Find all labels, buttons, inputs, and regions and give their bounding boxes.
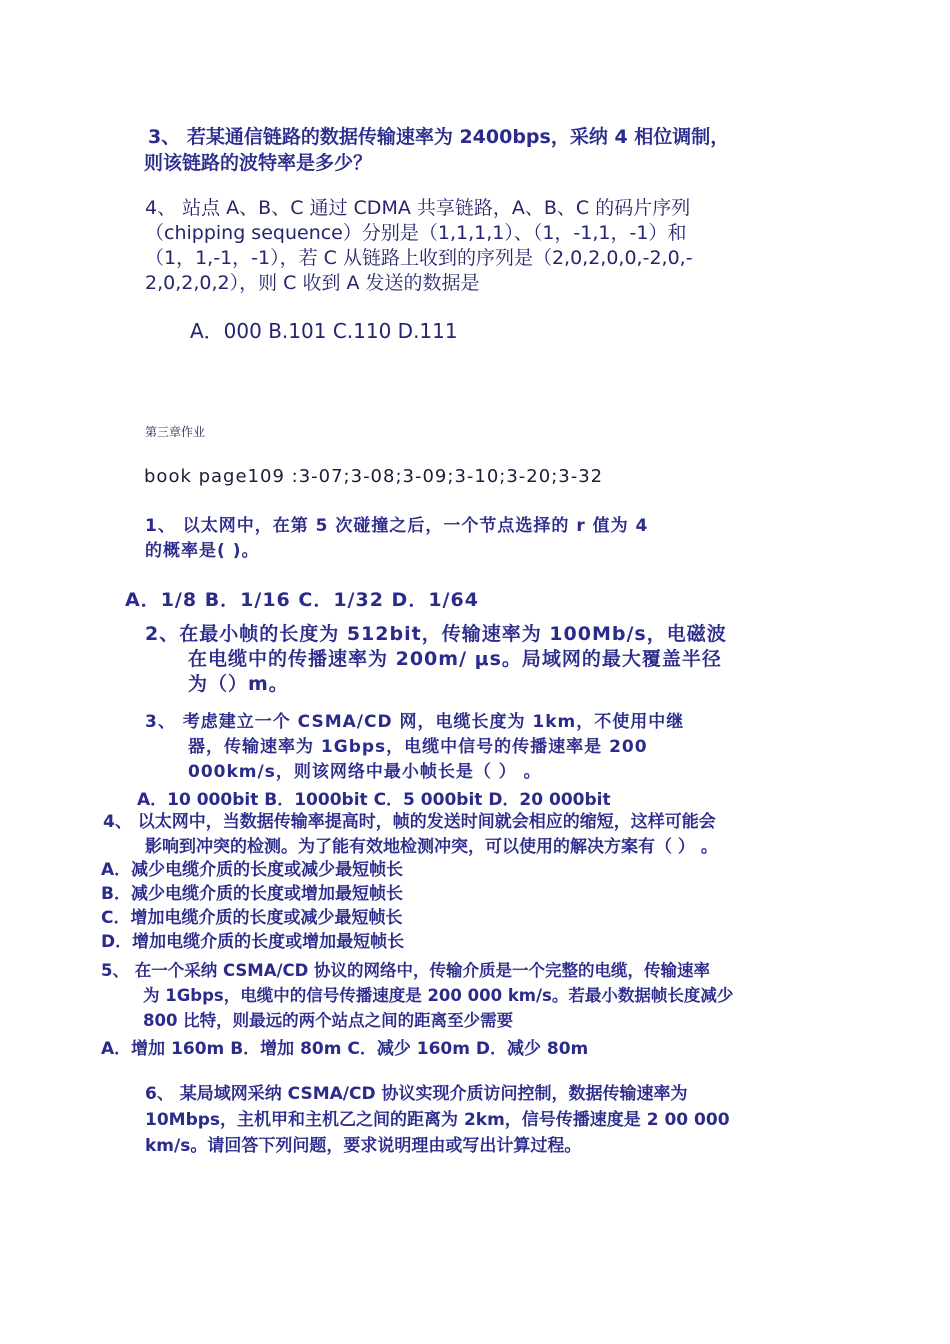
question-line: 3、 若某通信链路的数据传输速率为 2400bps，采纳 4 相位调制， <box>148 126 730 148</box>
question-line: 的概率是( )。 <box>145 541 260 561</box>
question-line: 4、 站点 A、B、C 通过 CDMA 共享链路，A、B、C 的码片序列 <box>145 197 691 219</box>
question-line: 在电缆中的传播速率为 200m/ μs。局域网的最大覆盖半径 <box>188 648 722 670</box>
question-line: 10Mbps，主机甲和主机乙之间的距离为 2km，信号传播速度是 2 00 000 <box>145 1110 730 1130</box>
chapter-title: 第三章作业 <box>145 425 206 439</box>
question-line: 4、 以太网中，当数据传输率提高时，帧的发送时间就会相应的缩短，这样可能会 <box>103 812 716 832</box>
option-item: D．增加电缆介质的长度或增加最短帧长 <box>101 932 405 952</box>
question-4-top-options: A．000 B.101 C.110 D.111 <box>190 319 458 343</box>
option-item: C．增加电缆介质的长度或减少最短帧长 <box>101 908 403 928</box>
question-1-options: A．1/8 B．1/16 C．1/32 D．1/64 <box>125 589 479 611</box>
question-4-top <box>145 196 693 296</box>
question-line: 2,0,2,0,2），则 C 收到 A 发送的数据是 <box>145 272 480 294</box>
option-item: B．减少电缆介质的长度或增加最短帧长 <box>101 884 403 904</box>
question-line: 器，传输速率为 1Gbps，电缆中信号的传播速率是 200 <box>188 737 648 757</box>
question-line: 则该链路的波特率是多少？ <box>144 152 373 174</box>
question-line: 1、 以太网中，在第 5 次碰撞之后，一个节点选择的 r 值为 4 <box>145 516 649 536</box>
question-line: 6、 某局域网采纳 CSMA/CD 协议实现介质访问控制，数据传输速率为 <box>145 1084 688 1104</box>
question-2 <box>145 622 727 697</box>
question-line: 000km/s，则该网络中最小帧长是（ ） 。 <box>188 762 542 782</box>
question-line: 为 1Gbps，电缆中的信号传播速度是 200 000 km/s。若最小数据帧长度减少 <box>143 986 734 1005</box>
question-line: 800 比特，则最远的两个站点之间的距离至少需要 <box>143 1011 514 1030</box>
question-line: 为（）m。 <box>188 673 289 695</box>
question-line: km/s。请回答下列问题，要求说明理由或写出计算过程。 <box>145 1136 582 1156</box>
question-5 <box>101 958 733 1033</box>
question-3-top <box>144 124 730 176</box>
question-line: 影响到冲突的检测。为了能有效地检测冲突，可以使用的解决方案有（ ） 。 <box>145 837 718 857</box>
question-4 <box>103 810 718 860</box>
question-4-options <box>101 858 404 954</box>
question-line: （1，1,-1，-1），若 C 从链路上收到的序列是（2,0,2,0,0,-2,0,- <box>145 247 693 269</box>
question-line: 3、 考虑建立一个 CSMA/CD 网，电缆长度为 1km，不使用中继 <box>145 712 685 732</box>
question-6 <box>145 1081 730 1159</box>
question-5-options: A．增加 160m B．增加 80m C．减少 160m D．减少 80m <box>101 1039 589 1059</box>
book-reference: book page109 :3-07;3-08;3-09;3-10;3-20;3-32 <box>144 466 604 487</box>
question-line: 5、 在一个采纳 CSMA/CD 协议的网络中，传输介质是一个完整的电缆，传输速率 <box>101 961 711 980</box>
option-item: A．减少电缆介质的长度或减少最短帧长 <box>101 860 404 880</box>
question-line: （chipping sequence）分别是（1,1,1,1）、（1，-1,1，-1）和 <box>145 222 687 244</box>
question-line: 2、在最小帧的长度为 512bit，传输速率为 100Mb/s，电磁波 <box>145 623 727 645</box>
question-1 <box>145 514 648 564</box>
question-3 <box>145 710 684 785</box>
question-3-options: A．10 000bit B．1000bit C．5 000bit D．20 000bit <box>137 790 611 810</box>
